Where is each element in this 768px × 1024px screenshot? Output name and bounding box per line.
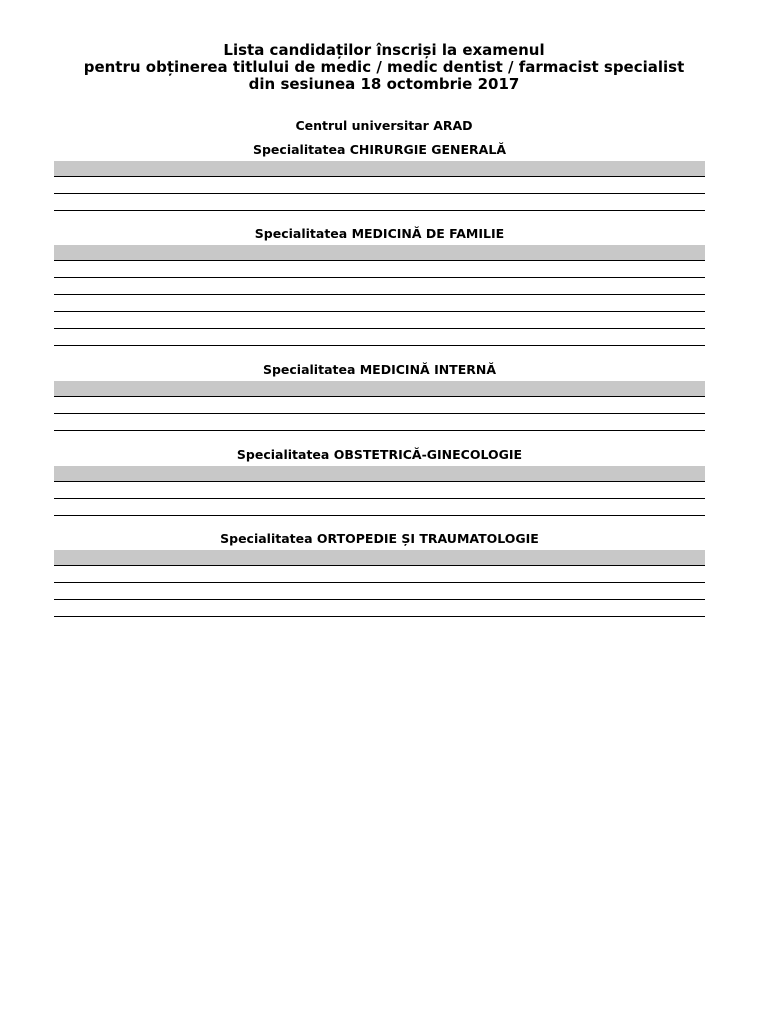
table-row	[54, 194, 705, 211]
section-heading: Specialitatea ORTOPEDIE ȘI TRAUMATOLOGIE	[220, 531, 539, 546]
table-header-bar	[54, 245, 705, 261]
university-center: Centrul universitar ARAD	[295, 118, 473, 133]
section-heading: Specialitatea MEDICINĂ DE FAMILIE	[254, 226, 505, 241]
document-title	[0, 42, 768, 93]
section-ortopedie-traumatologie	[54, 531, 705, 617]
table-header-bar	[54, 550, 705, 566]
table-row	[54, 278, 705, 295]
section-obstetrica-ginecologie	[54, 447, 705, 516]
table-row	[54, 566, 705, 583]
table-header-bar	[54, 381, 705, 397]
table-row	[54, 312, 705, 329]
section-chirurgie-generala	[54, 142, 705, 211]
section-heading: Specialitatea CHIRURGIE GENERALĂ	[252, 142, 506, 157]
table-row	[54, 414, 705, 431]
section-medicina-interna	[54, 362, 705, 431]
title-line-1: Lista candidaților înscriși la examenul	[223, 41, 545, 59]
table-row	[54, 583, 705, 600]
section-heading: Specialitatea MEDICINĂ INTERNĂ	[262, 362, 497, 377]
title-line-2: pentru obținerea titlului de medic / medic dentist / farmacist specialist	[83, 58, 685, 76]
table-row	[54, 329, 705, 346]
table-row	[54, 600, 705, 617]
table-row	[54, 482, 705, 499]
section-medicina-de-familie	[54, 226, 705, 346]
table-header-bar	[54, 161, 705, 177]
table-row	[54, 177, 705, 194]
section-heading: Specialitatea OBSTETRICĂ-GINECOLOGIE	[236, 447, 523, 462]
title-line-3: din sesiunea 18 octombrie 2017	[248, 75, 520, 93]
table-row	[54, 397, 705, 414]
table-row	[54, 295, 705, 312]
table-header-bar	[54, 466, 705, 482]
table-row	[54, 261, 705, 278]
table-row	[54, 499, 705, 516]
